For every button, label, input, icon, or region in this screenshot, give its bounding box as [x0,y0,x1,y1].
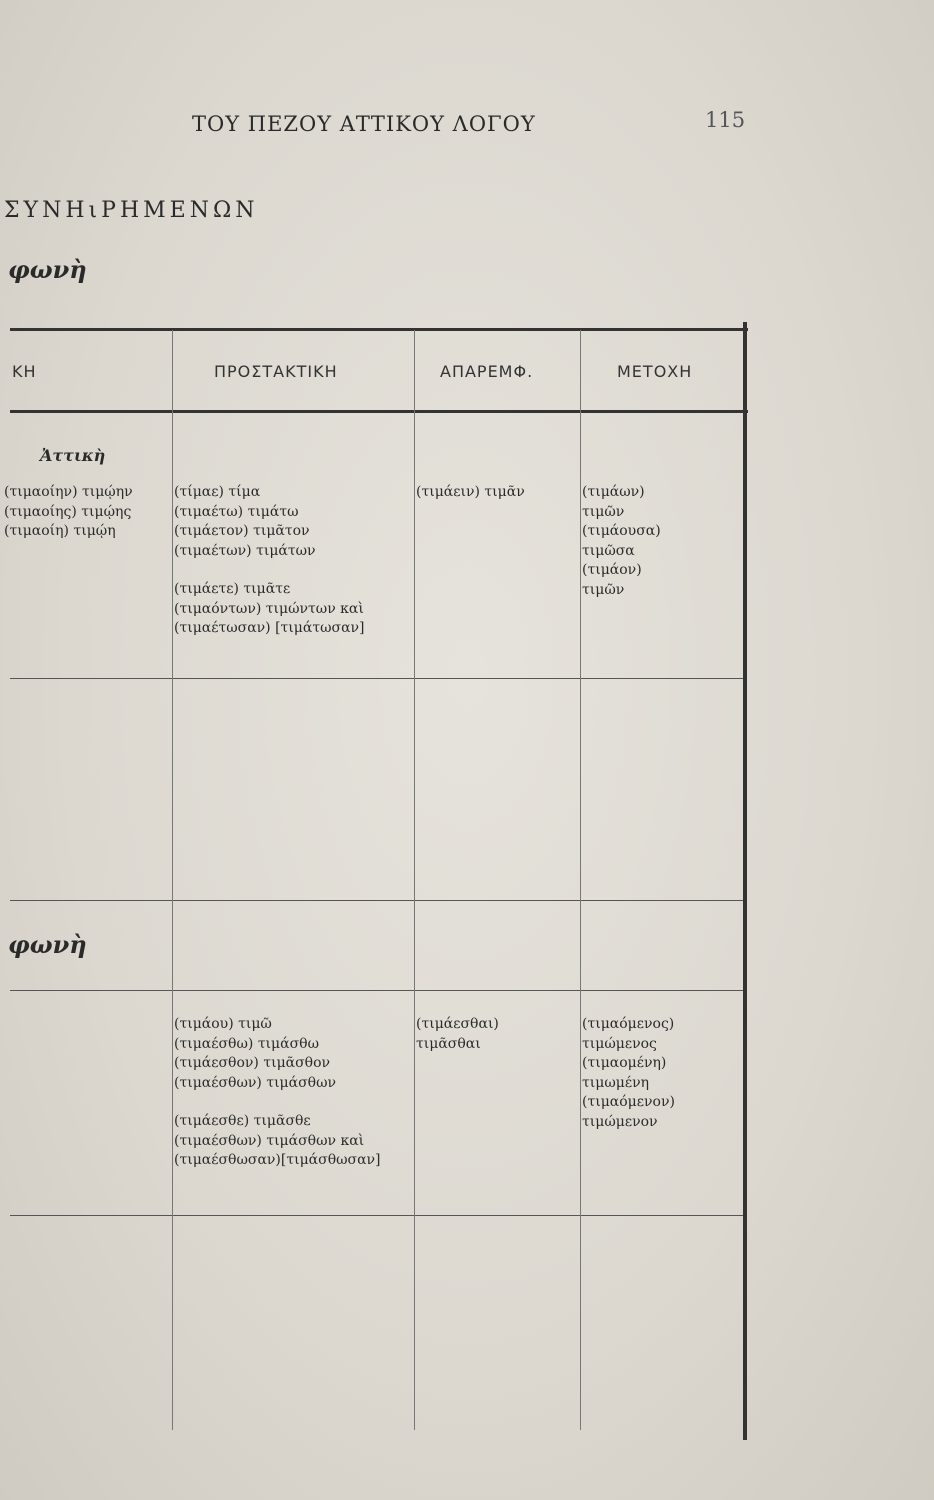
section-divider [10,900,745,901]
attic-subheading: Ἀττικὴ [40,446,106,465]
form-line: (τιμάετε) τιμᾶτε [174,581,291,597]
middle-infinitive-forms [416,1015,499,1054]
form-line: τιμῶν [582,503,625,520]
column-divider-1 [172,330,173,1430]
spacer [174,561,365,580]
voice-label-middle: φωνὴ [8,930,87,959]
form-line: (τιμαοίη) τιμῴη [4,523,116,539]
form-line: τιμώμενον [582,1113,658,1130]
active-imperative-forms [174,483,365,639]
section-title: ΣΥΝΗιΡΗΜΕΝΩΝ [4,198,259,223]
form-line: (τιμαέτων) τιμάτων [174,542,316,559]
form-line: (τιμάουσα) [582,523,661,539]
header-bottom-rule [10,410,748,413]
form-line: (τιμαέτωσαν) [τιμάτωσαν] [174,620,365,636]
page-number: 115 [705,108,746,132]
form-line: τιμῶσα [582,542,635,559]
form-line: (τιμαέτω) τιμάτω [174,503,299,520]
form-line: τιμώμενος [582,1035,657,1052]
form-line: (τιμαοίην) τιμῴην [4,484,133,500]
middle-header-rule [10,990,745,991]
form-line: (τιμάον) [582,562,642,578]
voice-label-active: φωνὴ [8,255,87,284]
form-line: (τιμαομένη) [582,1055,667,1071]
column-header-participle: ΜΕΤΟΧΗ [617,362,693,381]
form-line: (τιμαοίης) τιμῴης [4,503,132,520]
active-participle-forms [582,483,661,600]
form-line: (τιμάεσθον) τιμᾶσθον [174,1055,331,1071]
form-line: (τιμάειν) τιμᾶν [416,484,525,500]
column-header-1: ΚΗ [12,362,37,381]
form-line: (τιμάετον) τιμᾶτον [174,523,310,539]
active-infinitive-forms [416,483,525,503]
form-line: (τιμάεσθαι) [416,1016,499,1032]
column-divider-2 [414,330,415,1430]
form-line: τιμωμένη [582,1074,649,1091]
active-row-divider [10,678,745,679]
active-col1-forms [4,483,133,542]
form-line: (τιμάων) [582,484,645,500]
form-line: (τιμαέσθων) τιμάσθων καὶ [174,1132,365,1149]
form-line: (τιμαέσθων) τιμάσθων [174,1074,337,1091]
form-line: (τίμαε) τίμα [174,484,261,500]
form-line: (τιμάου) τιμῶ [174,1016,272,1032]
form-line: (τιμαόμενον) [582,1094,675,1110]
form-line: (τιμαέσθω) τιμάσθω [174,1035,320,1052]
spacer [174,1093,381,1112]
middle-row-divider [10,1215,745,1216]
middle-participle-forms [582,1015,675,1132]
column-header-infinitive: ΑΠΑΡΕΜΦ. [440,362,534,381]
form-line: (τιμαόντων) τιμώντων καὶ [174,600,364,617]
column-header-imperative: ΠΡΟΣΤΑΚΤΙΚΗ [214,362,338,381]
column-divider-3 [580,330,581,1430]
form-line: (τιμαέσθωσαν)[τιμάσθωσαν] [174,1152,381,1168]
form-line: (τιμάεσθε) τιμᾶσθε [174,1113,311,1129]
table-top-rule [10,328,748,331]
middle-imperative-forms [174,1015,381,1171]
form-line: τιμῶν [582,581,625,598]
form-line: τιμᾶσθαι [416,1035,481,1052]
table-right-rule [743,322,747,1440]
form-line: (τιμαόμενος) [582,1016,675,1032]
running-head: ΤΟΥ ΠΕΖΟΥ ΑΤΤΙΚΟΥ ΛΟΓΟΥ [192,112,536,136]
